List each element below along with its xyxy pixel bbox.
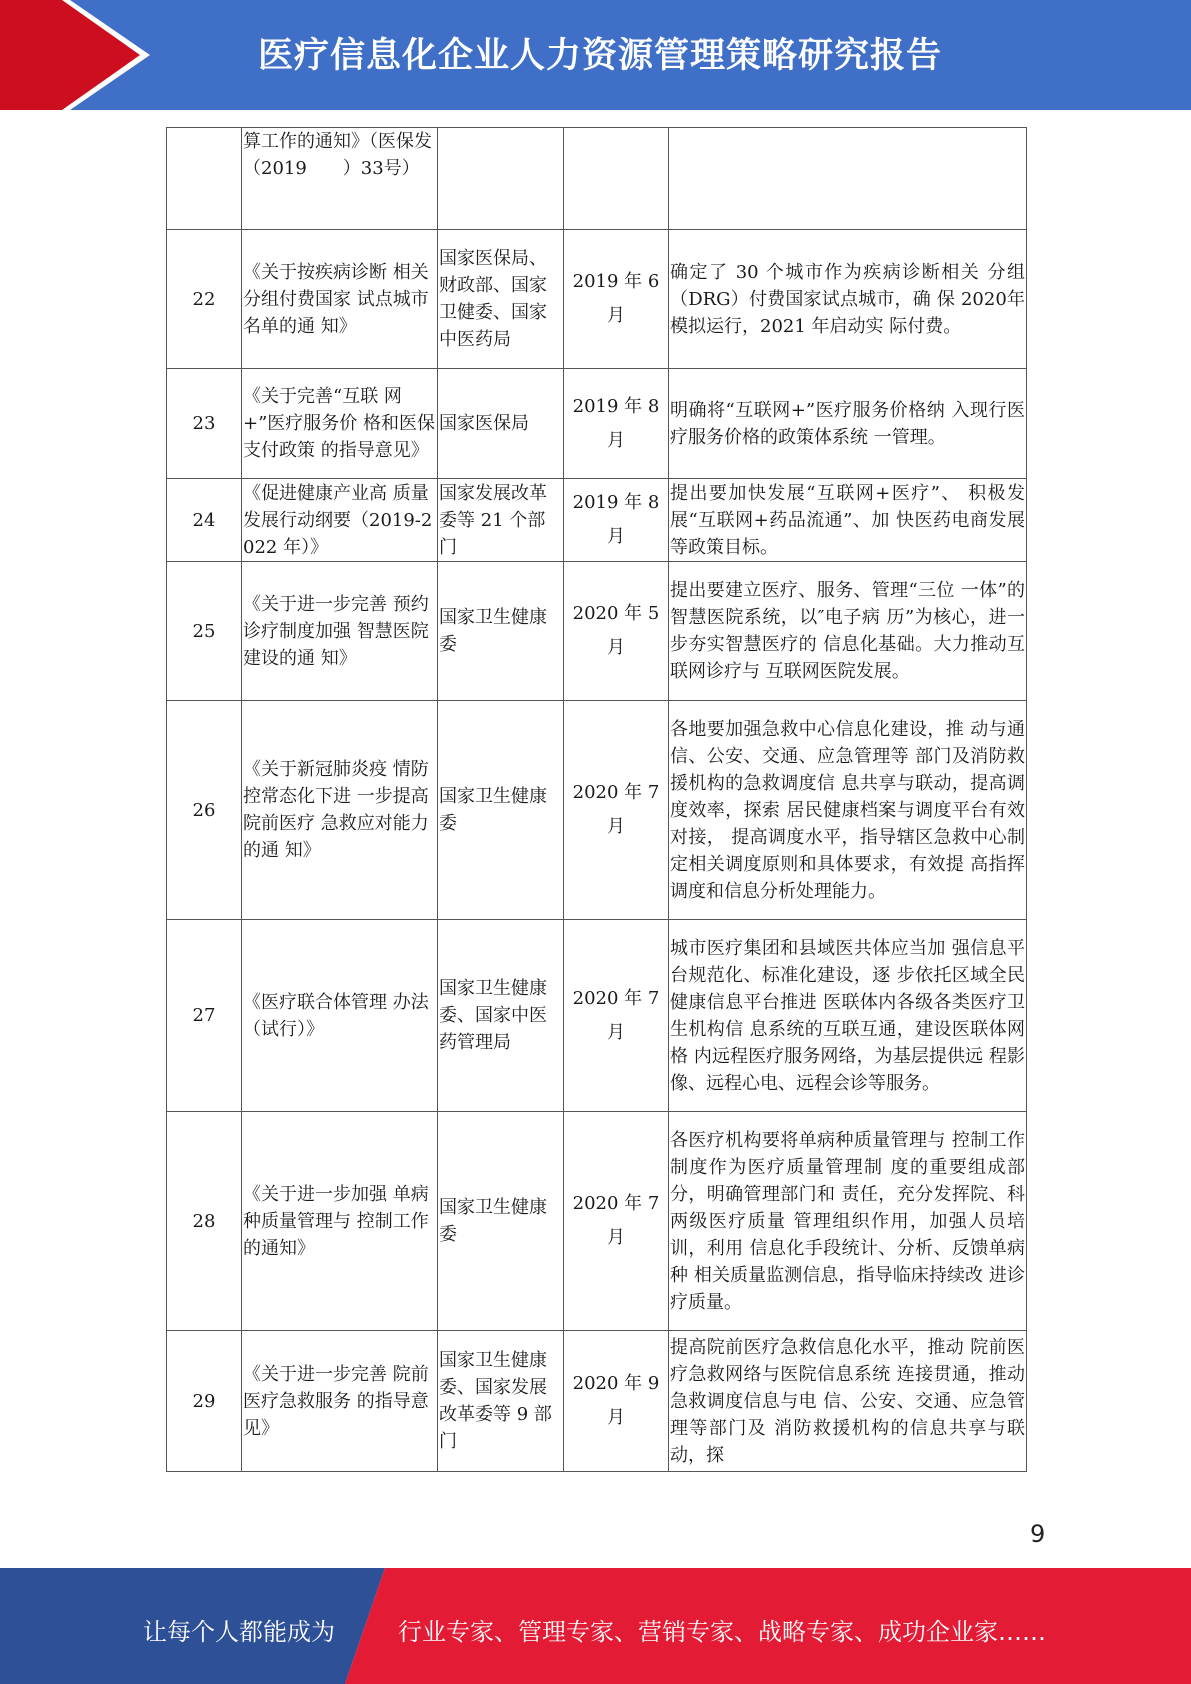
row-number: 26 [167, 701, 242, 920]
summary-cell: 各地要加强急救中心信息化建设，推 动与通信、公安、交通、应急管理等 部门及消防救援机构的急救调度信 息共享与联动，提高调度效率，探索 居民健康档案与调度平台有效对接， 提高调度水平，指导辖区急救中心制 定相关调度原则和具体要求，有效提 高指挥调度和信息分析处理能力。 [669, 701, 1027, 920]
date-cell: 2020 年 7 月 [564, 701, 669, 920]
document-title-cell: 《关于进一步加强 单病种质量管理与 控制工作的通知》 [242, 1112, 438, 1331]
summary-cell: 各医疗机构要将单病种质量管理与 控制工作制度作为医疗质量管理制 度的重要组成部分，明确管理部门和 责任，充分发挥院、科两级医疗质量 管理组织作用，加强人员培训，利用 信息化手段统计、分析、反馈单病种 相关质量监测信息，指导临床持续改 进诊疗质量。 [669, 1112, 1027, 1331]
document-title-cell: 《关于按疾病诊断 相关分组付费国家 试点城市名单的通 知》 [242, 230, 438, 369]
table-row [167, 1112, 1027, 1331]
document-title-cell: 《关于完善“互联 网+”医疗服务价 格和医保支付政策 的指导意见》 [242, 369, 438, 479]
summary-cell: 提出要建立医疗、服务、管理“三位 一体”的智慧医院系统，以″电子病 历”为核心，进一步夯实智慧医疗的 信息化基础。大力推动互联网诊疗与 互联网医院发展。 [669, 562, 1027, 701]
date-cell [564, 128, 669, 230]
table-row [167, 369, 1027, 479]
summary-cell [669, 128, 1027, 230]
header-red-arrow-shape [0, 0, 150, 110]
table-row [167, 128, 1027, 230]
date-cell: 2019 年 8 月 [564, 369, 669, 479]
issuer-cell: 国家卫生健康委 [438, 1112, 564, 1331]
document-title-cell: 《关于新冠肺炎疫 情防控常态化下进 一步提高院前医疗 急救应对能力的通 知》 [242, 701, 438, 920]
policy-table [166, 127, 1027, 1472]
document-title-cell: 《关于进一步完善 院前医疗急救服务 的指导意见》 [242, 1331, 438, 1472]
issuer-cell: 国家卫生健康委 [438, 562, 564, 701]
row-number: 23 [167, 369, 242, 479]
issuer-cell: 国家卫生健康委、国家发展改革委等 9 部门 [438, 1331, 564, 1472]
table-row [167, 701, 1027, 920]
date-cell: 2019 年 6 月 [564, 230, 669, 369]
row-number: 22 [167, 230, 242, 369]
page-header [0, 0, 1191, 110]
summary-cell: 城市医疗集团和县域医共体应当加 强信息平台规范化、标准化建设，逐 步依托区域全民健康信息平台推进 医联体内各级各类医疗卫生机构信 息系统的互联互通，建设医联体网格 内远程医疗服务网络，为基层提供远 程影像、远程心电、远程会诊等服务。 [669, 920, 1027, 1112]
row-number: 25 [167, 562, 242, 701]
table-row [167, 230, 1027, 369]
table-row [167, 1331, 1027, 1472]
issuer-cell: 国家医保局、财政部、国家卫健委、国家中医药局 [438, 230, 564, 369]
page-number: 9 [1030, 1520, 1046, 1548]
footer-slogan-left: 让每个人都能成为 [143, 1618, 335, 1646]
date-cell: 2020 年 9 月 [564, 1331, 669, 1472]
date-cell: 2020 年 5 月 [564, 562, 669, 701]
issuer-cell: 国家医保局 [438, 369, 564, 479]
issuer-cell: 国家发展改革委等 21 个部门 [438, 479, 564, 562]
row-number: 27 [167, 920, 242, 1112]
issuer-cell: 国家卫生健康委、国家中医药管理局 [438, 920, 564, 1112]
issuer-cell: 国家卫生健康委 [438, 701, 564, 920]
summary-cell: 提出要加快发展“互联网+医疗”、 积极发展“互联网+药品流通”、加 快医药电商发展等政策目标。 [669, 479, 1027, 562]
date-cell: 2019 年 8 月 [564, 479, 669, 562]
row-number: 28 [167, 1112, 242, 1331]
document-title-cell: 《促进健康产业高 质量发展行动纲要（2019-2022 年）》 [242, 479, 438, 562]
date-cell: 2020 年 7 月 [564, 920, 669, 1112]
summary-cell: 确定了 30 个城市作为疾病诊断相关 分组（DRG）付费国家试点城市，确 保 2020年模拟运行，2021 年启动实 际付费。 [669, 230, 1027, 369]
summary-cell: 明确将“互联网+”医疗服务价格纳 入现行医疗服务价格的政策体系统 一管理。 [669, 369, 1027, 479]
table-row [167, 479, 1027, 562]
row-number: 24 [167, 479, 242, 562]
document-title-cell: 《关于进一步完善 预约诊疗制度加强 智慧医院建设的通 知》 [242, 562, 438, 701]
row-number: 29 [167, 1331, 242, 1472]
summary-cell: 提高院前医疗急救信息化水平，推动 院前医疗急救网络与医院信息系统 连接贯通，推动急救调度信息与电 信、公安、交通、应急管理等部门及 消防救援机构的信息共享与联动，探 [669, 1331, 1027, 1472]
issuer-cell [438, 128, 564, 230]
document-title-cell: 《医疗联合体管理 办法（试行）》 [242, 920, 438, 1112]
report-title: 医疗信息化企业人力资源管理策略研究报告 [258, 36, 943, 76]
row-number [167, 128, 242, 230]
table-row [167, 562, 1027, 701]
document-title-cell: 算工作的通知》（医保发（2019 ）33号） [242, 128, 438, 230]
table-row [167, 920, 1027, 1112]
footer-slogan-right: 行业专家、管理专家、营销专家、战略专家、成功企业家…… [398, 1618, 1046, 1646]
date-cell: 2020 年 7 月 [564, 1112, 669, 1331]
